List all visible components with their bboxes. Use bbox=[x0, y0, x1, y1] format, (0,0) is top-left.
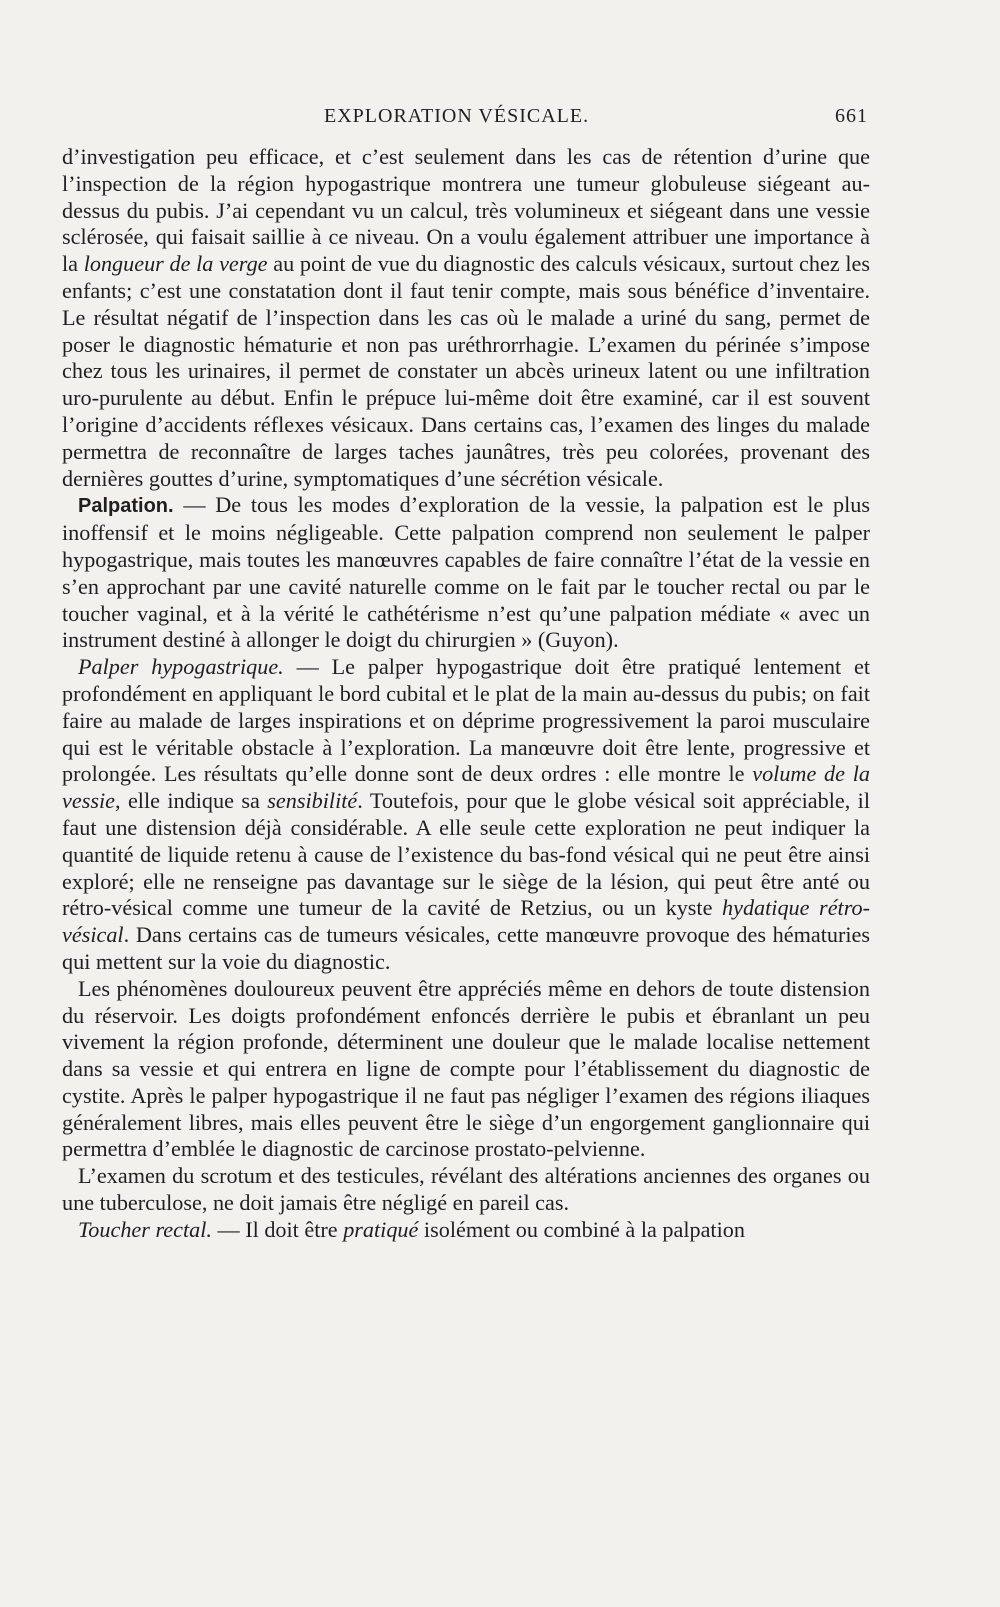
paragraph-toucher-rectal bbox=[62, 1217, 870, 1244]
italic-term: pratiqué bbox=[343, 1216, 419, 1242]
italic-term: sensibilité bbox=[267, 788, 358, 814]
text-run: . Toutefois, pour que le globe vésical soit appréciable, il faut une distension déjà considérable. A elle seule cette exploration ne peut indiquer la quantité de liquide retenu à cause de l’existence du bas-fond vésical qui ne peut être ainsi exploré; elle ne renseigne pas davantage sur le siège de la lésion, qui peut être anté ou rétro-vésical comme une tumeur de la cavité de Retzius, ou un kyste bbox=[62, 788, 870, 921]
text-run: L’examen du scrotum et des testicules, révélant des altérations anciennes des organes ou une tuberculose, ne doit jamais être négligé en pareil cas. bbox=[62, 1163, 870, 1216]
text-run: Les phénomènes douloureux peuvent être appréciés même en dehors de toute distension du réservoir. Les doigts profondément enfoncés derrière le pubis et ébranlant un peu vivement la région profonde, déterminent une douleur que le malade localise nettement dans sa vessie et qui entrera en ligne de compte pour l’établissement du diagnostic de cystite. Après le palper hypogastrique il ne faut pas négliger l’examen des régions iliaques généralement libres, mais elles peuvent être le siège d’un engorgement ganglionnaire qui permettra d’emblée le diagnostic de carcinose prostato-pelvienne. bbox=[62, 975, 870, 1162]
paragraph-palper-hypogastrique bbox=[62, 654, 870, 976]
subsection-heading-palper: Palper hypogastrique. bbox=[78, 654, 284, 680]
text-run: — Il doit être bbox=[211, 1216, 344, 1242]
italic-term: hydatique rétro-vésical bbox=[62, 895, 870, 948]
paragraph-inspection bbox=[62, 144, 870, 492]
page-header bbox=[0, 105, 1000, 133]
section-heading-palpation: Palpation. bbox=[78, 495, 174, 518]
italic-term: volume de la vessie bbox=[62, 761, 870, 814]
text-run: au point de vue du diagnostic des calculs vésicaux, surtout chez les enfants; c’est une constatation dont il faut tenir compte, mais sous bénéfice d’inventaire. Le résultat négatif de l’inspection dans les cas où le malade a uriné du sang, permet de poser le diagnostic hématurie et non pas uréthrorrhagie. L’examen du périnée s’impose chez tous les urinaires, il permet de constater un abcès urineux latent ou une infiltration uro-purulente au début. Enfin le prépuce lui-même doit être examiné, car il est souvent l’origine d’accidents réflexes vésicaux. Dans certains cas, l’examen des linges du malade permettra de reconnaître de larges taches jaunâtres, très peu colorées, provenant des dernières gouttes d’urine, symptomatiques d’une sécrétion vésicale. bbox=[62, 251, 870, 491]
italic-term: longueur de la verge bbox=[83, 251, 268, 277]
page-number: 661 bbox=[835, 105, 868, 127]
paragraph-palpation bbox=[62, 492, 870, 654]
paragraph-scrotum bbox=[62, 1163, 870, 1217]
subsection-heading-toucher: Toucher rectal. bbox=[78, 1216, 212, 1242]
text-run: — De tous les modes d’exploration de la vessie, la palpation est le plus inoffensif et le moins négligeable. Cette palpation comprend non seulement le palper hypogastrique, mais toutes les manœuvres capables de faire connaître l’état de la vessie en s’en approchant par une cavité naturelle comme on le fait par le toucher rectal ou par le toucher vaginal, et à la vérité le cathétérisme n’est qu’une palpation médiate « avec un instrument destiné à allonger le doigt du chirurgien » (Guyon). bbox=[62, 492, 870, 653]
text-run: d’investigation peu efficace, et c’est seulement dans les cas de rétention d’urine que l’inspection de la région hypogastrique montrera une tumeur globuleuse siégeant au-dessus du pubis. J’ai cependant vu un calcul, très volumineux et siégeant dans une vessie sclérosée, qui faisait saillie à ce niveau. On a voulu également attribuer une importance à la bbox=[62, 144, 870, 277]
running-title: EXPLORATION VÉSICALE. bbox=[324, 105, 590, 127]
text-run: — Le palper hypogastrique doit être pratiqué lentement et profondément en appliquant le bord cubital et le plat de la main au-dessus du pubis; on fait faire au malade de larges inspirations et on déprime progressivement la paroi musculaire qui est le véritable obstacle à l’exploration. La manœuvre doit être lente, progressive et prolongée. Les résultats qu’elle donne sont de deux ordres : elle montre le bbox=[62, 654, 870, 787]
text-run: . Dans certains cas de tumeurs vésicales, cette manœuvre provoque des hématuries qui mettent sur la voie du diagnostic. bbox=[62, 922, 870, 974]
text-run: , elle indique sa bbox=[114, 788, 268, 814]
body-text bbox=[62, 144, 870, 1244]
paragraph-douleur bbox=[62, 976, 870, 1164]
text-run: isolément ou combiné à la palpation bbox=[418, 1216, 745, 1242]
